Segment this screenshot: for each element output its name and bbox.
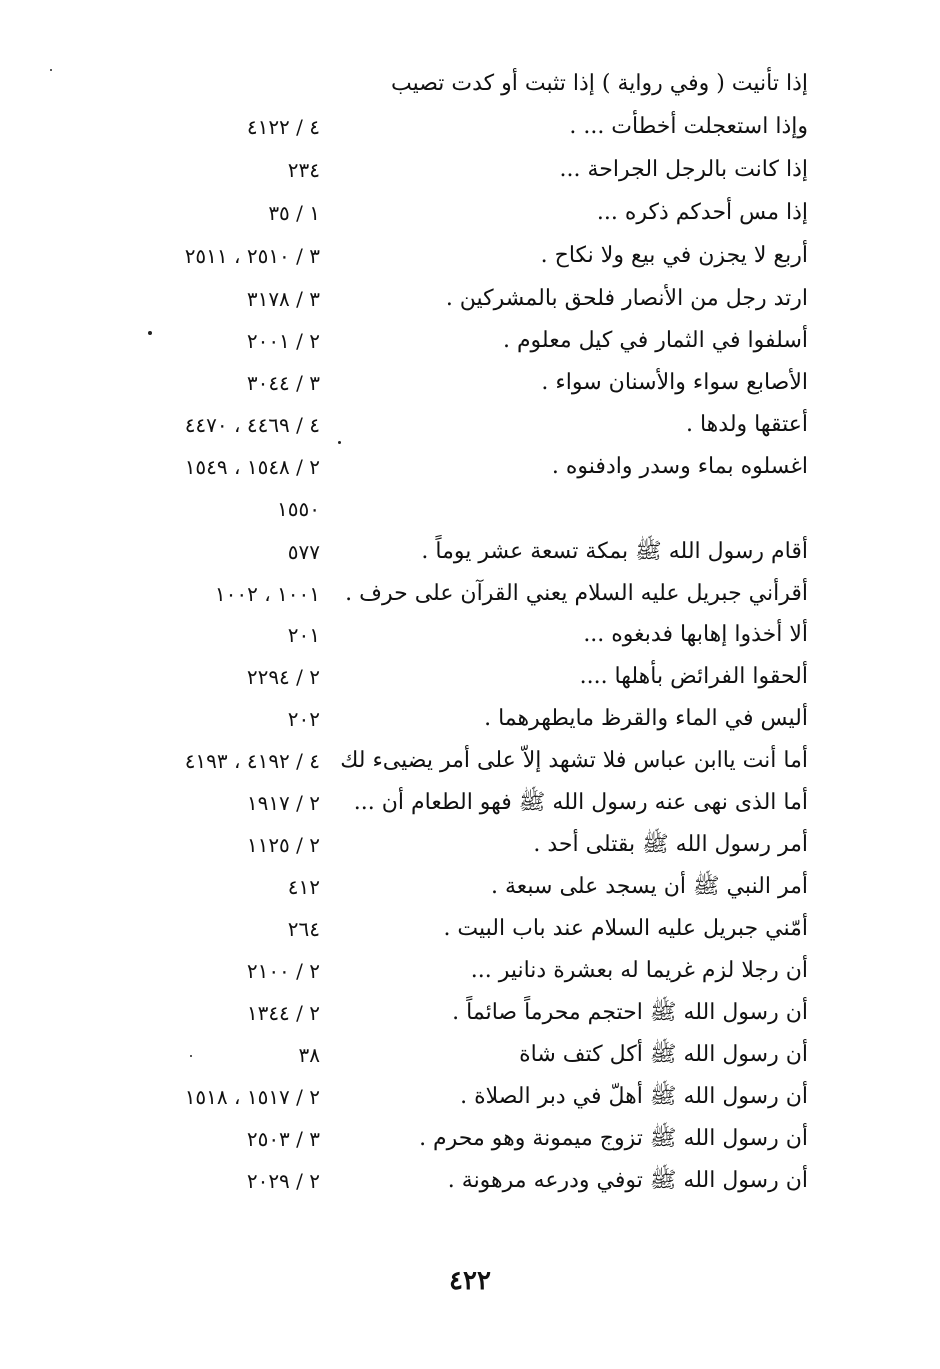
hadith-reference: ٢ / ١٣٤٤ [246,1001,320,1025]
index-entry [0,278,940,320]
hadith-text: إذا تأنيت ( وفي رواية ) إذا تثبت أو كدت تصيب [390,71,808,96]
index-entry [0,1160,940,1202]
index-entry [0,192,940,234]
index-entry [0,235,940,277]
hadith-reference: ١٥٥٠ [277,497,320,521]
hadith-text: أن رسول الله ﷺ تزوج ميمونة وهو محرم . [419,1126,808,1151]
hadith-text: أليس في الماء والقرظ مايطهرهما . [484,706,808,731]
index-entry [0,950,940,992]
hadith-text: أمّني جبريل عليه السلام عند باب البيت . [443,916,808,941]
hadith-reference: ٢٣٤ [287,158,320,182]
hadith-reference: ٣ / ٣٠٤٤ [246,371,320,395]
hadith-text: أعتقها ولدها . [685,412,808,437]
hadith-text: أن رجلا لزم غريما له بعشرة دنانير ... [470,958,808,983]
index-entry [0,992,940,1034]
hadith-text: أن رسول الله ﷺ أهلّ في دبر الصلاة . [460,1084,808,1109]
index-entry [0,1118,940,1160]
hadith-reference: ٤ / ٤١٢٢ [246,115,320,139]
index-entry [0,1076,940,1118]
index-entry [0,1034,940,1076]
hadith-text: ارتد رجل من الأنصار فلحق بالمشركين . [445,286,808,311]
index-entry [0,782,940,824]
index-entry [0,488,940,530]
hadith-reference: ٢ / ٢١٠٠ [246,959,320,983]
index-entry [0,656,940,698]
hadith-text: إذا كانت بالرجل الجراحة ... [559,157,808,182]
index-entry [0,824,940,866]
scan-speck [148,331,152,335]
hadith-reference: ٢ / ١٥٤٨ ، ١٥٤٩ [184,455,320,479]
hadith-text: أما الذى نهى عنه رسول الله ﷺ فهو الطعام أن ... [353,790,808,815]
hadith-text: أن رسول الله ﷺ احتجم محرماً صائماً . [452,1000,808,1025]
hadith-reference: ٣ / ٢٥٠٣ [246,1127,320,1151]
scan-speck [190,1055,192,1057]
hadith-text: أسلفوا في الثمار في كيل معلوم . [502,328,808,353]
hadith-text: أمر رسول الله ﷺ بقتلى أحد . [533,832,808,857]
index-entry [0,573,940,615]
hadith-reference: ٢ / ١٥١٧ ، ١٥١٨ [184,1085,320,1109]
index-entry [0,404,940,446]
hadith-text: اغسلوه بماء وسدر وادفنوه . [551,454,808,479]
hadith-text: أقرأني جبريل عليه السلام يعني القرآن على حرف . [345,581,808,606]
hadith-reference: ٣ / ٢٥١٠ ، ٢٥١١ [184,244,320,268]
hadith-reference: ٢ / ١٩١٧ [246,791,320,815]
hadith-text: الأصابع سواء والأسنان سواء . [541,370,808,395]
hadith-text: أن رسول الله ﷺ أكل كتف شاة [519,1042,808,1067]
hadith-text: أقام رسول الله ﷺ بمكة تسعة عشر يوماً . [421,539,808,564]
hadith-text: وإذا استعجلت أخطأت ... . [569,114,808,139]
index-entry [0,531,940,573]
hadith-reference: ٤ / ٤١٩٢ ، ٤١٩٣ [184,749,320,773]
hadith-reference: ١ / ٣٥ [268,201,320,225]
index-entry [0,149,940,191]
index-entry [0,866,940,908]
hadith-text: إذا مس أحدكم ذكره ... [596,200,808,225]
hadith-reference: ٢ / ٢٠٠١ [246,329,320,353]
hadith-text: أربع لا يجزن في بيع ولا نكاح . [540,243,808,268]
hadith-text: أن رسول الله ﷺ توفي ودرعه مرهونة . [447,1168,808,1193]
hadith-reference: ٣ / ٣١٧٨ [246,287,320,311]
hadith-text: ألحقوا الفرائض بأهلها .... [579,664,808,689]
scan-speck [50,69,52,71]
hadith-reference: ٢٠١ [287,623,320,647]
hadith-reference: ٣٨ [298,1043,320,1067]
hadith-reference: ٢٦٤ [287,917,320,941]
index-entry [0,362,940,404]
hadith-reference: ٤١٢ [287,875,320,899]
index-entry [0,740,940,782]
index-entry [0,908,940,950]
hadith-reference: ٢ / ٢٠٢٩ [246,1169,320,1193]
hadith-reference: ٢ / ٢٢٩٤ [246,665,320,689]
hadith-reference: ٤ / ٤٤٦٩ ، ٤٤٧٠ [184,413,320,437]
hadith-reference: ٢٠٢ [287,707,320,731]
hadith-text: ألا أخذوا إهابها فدبغوه ... [583,622,808,647]
hadith-reference: ١٠٠١ ، ١٠٠٢ [214,582,320,606]
index-entry [0,320,940,362]
index-entry [0,698,940,740]
page-number: ٤٢٢ [449,1266,491,1296]
index-entry [0,614,940,656]
hadith-reference: ٥٧٧ [287,540,320,564]
index-entry [0,106,940,148]
index-entry [0,63,940,105]
hadith-text: أما أنت ياابن عباس فلا تشهد إلاّ على أمر يضيىء لك [340,748,808,773]
scan-speck [338,441,341,444]
hadith-reference: ٢ / ١١٢٥ [246,833,320,857]
hadith-text: أمر النبي ﷺ أن يسجد على سبعة . [491,874,808,899]
index-entry [0,446,940,488]
